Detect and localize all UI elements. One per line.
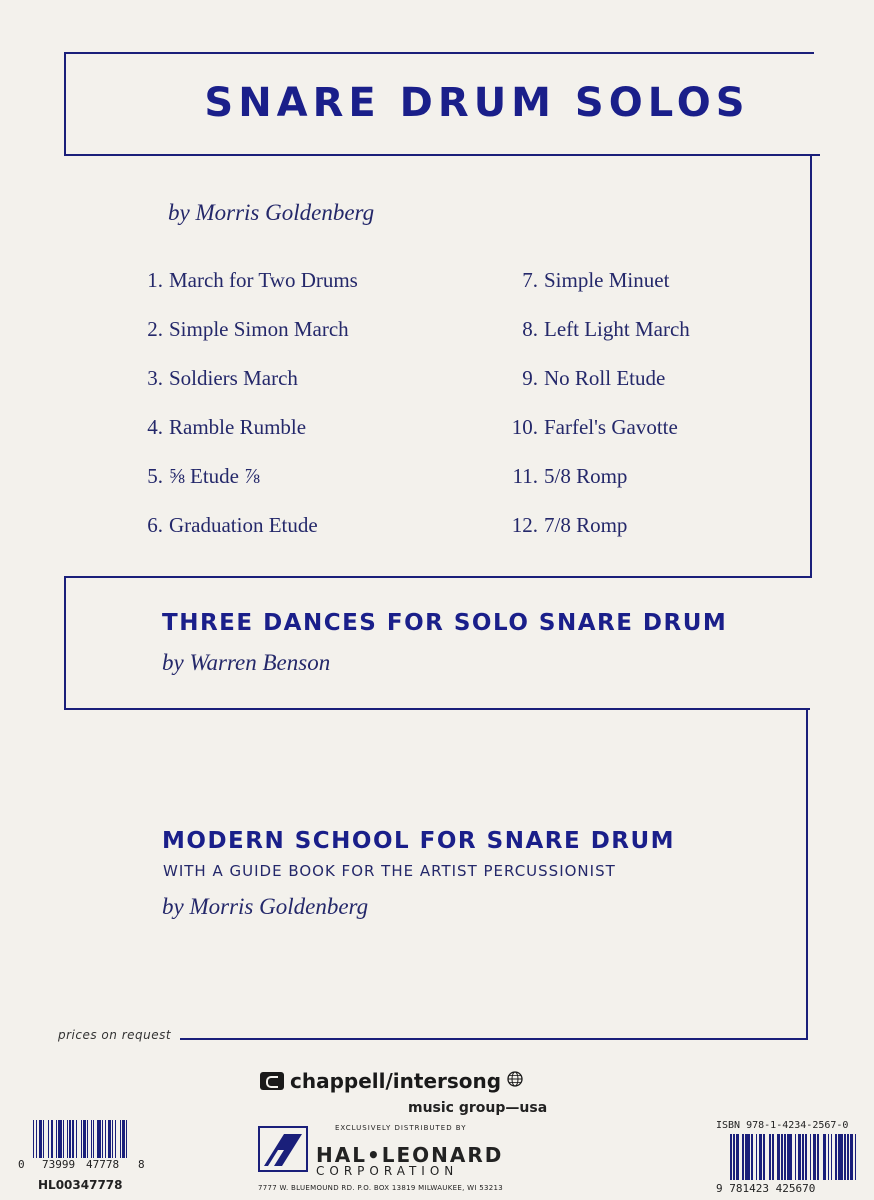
prices-note: prices on request bbox=[58, 1028, 172, 1042]
solo-item-3: 3. Soldiers March bbox=[147, 366, 298, 390]
frame-right-line-1 bbox=[810, 154, 812, 578]
upc-group-1: 73999 bbox=[42, 1158, 76, 1171]
frame-left-line-2 bbox=[64, 576, 66, 710]
solo-item-4: 4. Ramble Rumble bbox=[147, 415, 307, 439]
solo-item-5: 5. ⅝ Etude ⅞ bbox=[147, 464, 260, 488]
modern-school-subtitle: WITH A GUIDE BOOK FOR THE ARTIST PERCUSSIONIST bbox=[163, 862, 616, 880]
solo-item-9: 9. No Roll Etude bbox=[522, 366, 666, 390]
hal-leonard-name: HAL•LEONARD bbox=[316, 1143, 504, 1167]
solo-item-1: 1. March for Two Drums bbox=[147, 268, 358, 292]
isbn-number: ISBN 978-1-4234-2567-0 bbox=[716, 1120, 849, 1131]
barcode-bar bbox=[855, 1134, 857, 1180]
frame-title-bottom-line bbox=[64, 154, 820, 156]
solo-item-8: 8. Left Light March bbox=[522, 317, 690, 341]
chappell-c-icon bbox=[260, 1072, 284, 1090]
globe-icon bbox=[507, 1071, 523, 1091]
hal-leonard-address: 7777 W. BLUEMOUND RD. P.O. BOX 13819 MILWAUKEE, WI 53213 bbox=[258, 1184, 503, 1192]
hal-leonard-corporation: CORPORATION bbox=[316, 1164, 459, 1178]
upc-left-digit: 0 bbox=[18, 1158, 25, 1171]
modern-school-byline: by Morris Goldenberg bbox=[162, 894, 369, 919]
distributed-by-label: EXCLUSIVELY DISTRIBUTED BY bbox=[335, 1124, 467, 1132]
modern-school-title: MODERN SCHOOL FOR SNARE DRUM bbox=[162, 828, 676, 854]
frame-dances-bottom-line bbox=[64, 708, 810, 710]
upc-right-digit: 8 bbox=[138, 1158, 145, 1171]
frame-bottom-line bbox=[180, 1038, 808, 1040]
solo-item-10: 10. Farfel's Gavotte bbox=[511, 415, 678, 439]
isbn-barcode-digits: 9 781423 425670 bbox=[716, 1182, 816, 1195]
solo-item-12: 12. 7/8 Romp bbox=[511, 513, 628, 537]
solo-item-11: 11. 5/8 Romp bbox=[512, 464, 628, 488]
frame-solos-bottom-line bbox=[64, 576, 812, 578]
solo-item-7: 7. Simple Minuet bbox=[522, 268, 670, 292]
three-dances-byline: by Warren Benson bbox=[162, 650, 331, 675]
upc-barcode bbox=[33, 1120, 129, 1158]
publisher-subline: music group—usa bbox=[408, 1100, 548, 1116]
item-code: HL00347778 bbox=[38, 1178, 123, 1192]
solos-byline: by Morris Goldenberg bbox=[168, 200, 375, 225]
isbn-barcode bbox=[730, 1134, 856, 1180]
page-title: SNARE DRUM SOLOS bbox=[204, 80, 750, 126]
barcode-bar bbox=[127, 1120, 128, 1158]
upc-group-2: 47778 bbox=[86, 1158, 120, 1171]
hal-leonard-logo-icon bbox=[258, 1126, 308, 1172]
frame-top-line bbox=[64, 52, 814, 54]
solo-item-6: 6. Graduation Etude bbox=[147, 513, 318, 537]
solo-item-2: 2. Simple Simon March bbox=[147, 317, 349, 341]
three-dances-title: THREE DANCES FOR SOLO SNARE DRUM bbox=[162, 610, 728, 636]
chappell-logo: chappell/intersong bbox=[260, 1069, 523, 1093]
frame-right-line-2 bbox=[806, 708, 808, 1040]
